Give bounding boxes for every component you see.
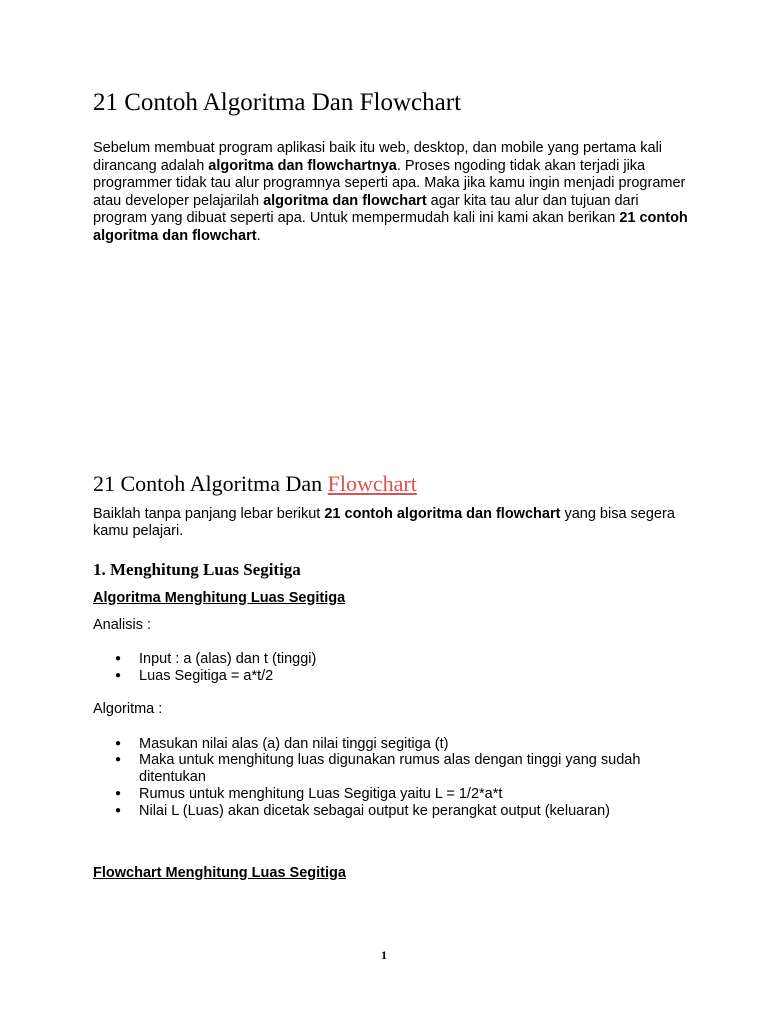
- list-item: [93, 803, 693, 820]
- bullet-icon: ●: [115, 653, 122, 665]
- analysis-list: [93, 651, 693, 685]
- intro-bold-1: algoritma dan flowchartnya: [208, 157, 397, 174]
- list-item: [93, 752, 693, 786]
- page-content: [93, 88, 693, 882]
- intro-text-3: agar kita tau alur dan tujuan dari program yang dibuat seperti apa. Untuk mempermudah kali ini kami akan berikan: [93, 192, 639, 227]
- list-item: [93, 786, 693, 803]
- list-item: [93, 668, 693, 685]
- section-heading: [93, 470, 693, 498]
- bullet-icon: ●: [115, 754, 122, 766]
- flowchart-link[interactable]: Flowchart: [327, 470, 417, 496]
- page-number: 1: [381, 948, 387, 962]
- item-heading: 1. Menghitung Luas Segitiga: [93, 559, 301, 579]
- list-item: [93, 651, 693, 668]
- bullet-icon: ●: [115, 737, 122, 749]
- section-text-1: Baiklah tanpa panjang lebar berikut: [93, 505, 325, 522]
- document-title: 21 Contoh Algoritma Dan Flowchart: [93, 89, 462, 116]
- list-item-text: Masukan nilai alas (a) dan nilai tinggi segitiga (t): [139, 735, 449, 752]
- intro-paragraph: [93, 140, 693, 246]
- list-item-text: Maka untuk menghitung luas digunakan rumus alas dengan tinggi yang sudah ditentukan: [139, 752, 641, 786]
- intro-text-4: .: [256, 227, 261, 244]
- section-paragraph: [93, 506, 693, 541]
- list-item-text: Luas Segitiga = a*t/2: [139, 668, 274, 685]
- list-item: [93, 736, 693, 753]
- bullet-icon: ●: [115, 804, 122, 816]
- section-text-2: yang bisa segera kamu pelajari.: [93, 505, 675, 540]
- algorithm-label: Algoritma :: [93, 700, 163, 717]
- list-item-text: Input : a (alas) dan t (tinggi): [139, 651, 317, 668]
- algorithm-list: [93, 736, 693, 820]
- intro-bold-3: 21 contoh algoritma dan flowchart: [93, 210, 688, 244]
- list-item-text: Rumus untuk menghitung Luas Segitiga yaitu L = 1/2*a*t: [139, 785, 503, 802]
- intro-text-2: . Proses ngoding tidak akan terjadi jika programmer tidak tau alur programnya seperti apa. Maka jika kamu ingin menjadi programer atau developer pelajarilah: [93, 157, 686, 209]
- intro-bold-2: algoritma dan flowchart: [263, 192, 427, 209]
- bullet-icon: ●: [115, 670, 122, 682]
- intro-text-1: Sebelum membuat program aplikasi baik itu web, desktop, dan mobile yang pertama kali dirancang adalah: [93, 140, 663, 174]
- flowchart-subtitle: Flowchart Menghitung Luas Segitiga: [93, 864, 346, 881]
- analysis-label: Analisis :: [93, 616, 152, 633]
- list-item-text: Nilai L (Luas) akan dicetak sebagai output ke perangkat output (keluaran): [139, 802, 611, 819]
- section-bold-1: 21 contoh algoritma dan flowchart: [324, 505, 561, 522]
- bullet-icon: ●: [115, 787, 122, 799]
- algorithm-subtitle: Algoritma Menghitung Luas Segitiga: [93, 589, 346, 606]
- section-heading-text: 21 Contoh Algoritma Dan: [93, 470, 328, 496]
